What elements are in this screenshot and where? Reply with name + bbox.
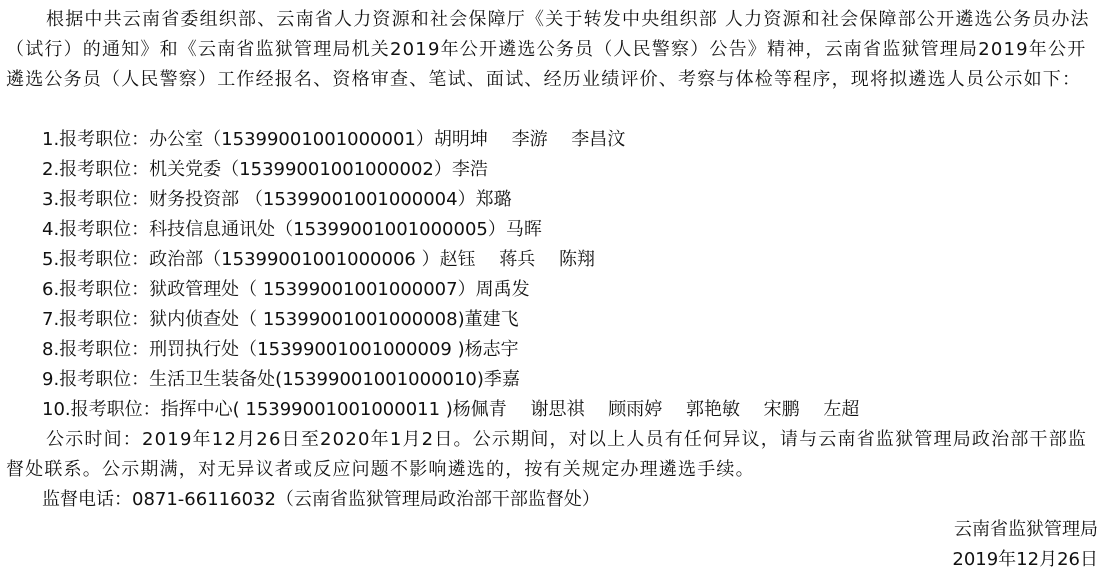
list-item: 5.报考职位：政治部（15399001001000006 ）赵钰 蒋兵 陈翔 <box>42 249 596 270</box>
signature-date: 2019年12月26日 <box>952 549 1098 570</box>
list-item: 4.报考职位：科技信息通讯处（15399001001000005）马晖 <box>42 219 542 240</box>
list-item: 9.报考职位：生活卫生装备处(15399001001000010)季嘉 <box>42 369 520 390</box>
list-item: 6.报考职位：狱政管理处（ 15399001001000007）周禹发 <box>42 279 530 300</box>
list-item: 1.报考职位：办公室（15399001001000001）胡明坤 李游 李昌汶 <box>42 129 626 150</box>
intro-paragraph: 根据中共云南省委组织部、云南省人力资源和社会保障厅《关于转发中央组织部 人力资源和社会保障部公开遴选公务员办法（试行）的通知》和《云南省监狱管理局机关2019年公开遴选公务员（人民警察）公告》精神，云南省监狱管理局2019年公开遴选公务员（人民警察）工作经报名、资格审查、笔试、面试、经历业绩评价、考察与体检等程序，现将拟遴选人员公示如下： <box>6 9 1090 90</box>
list-item: 2.报考职位：机关党委（15399001001000002）李浩 <box>42 159 488 180</box>
list-item: 10.报考职位：指挥中心( 15399001001000011 )杨佩青 谢思祺 顾雨婷 郭艳敏 宋鹏 左超 <box>42 399 860 420</box>
list-item: 3.报考职位：财务投资部 （15399001001000004）郑璐 <box>42 189 512 210</box>
list-item: 7.报考职位：狱内侦查处（ 15399001001000008)董建飞 <box>42 309 519 330</box>
contact-line: 监督电话：0871-66116032（云南省监狱管理局政治部干部监督处） <box>42 489 600 510</box>
signature-org: 云南省监狱管理局 <box>954 519 1098 540</box>
notice-paragraph: 公示时间：2019年12月26日至2020年1月2日。公示期间，对以上人员有任何异议，请与云南省监狱管理局政治部干部监督处联系。公示期满，对无异议者或反应问题不影响遴选的，按有关规定办理遴选手续。 <box>6 429 1088 480</box>
list-item: 8.报考职位：刑罚执行处（15399001001000009 )杨志宇 <box>42 339 519 360</box>
